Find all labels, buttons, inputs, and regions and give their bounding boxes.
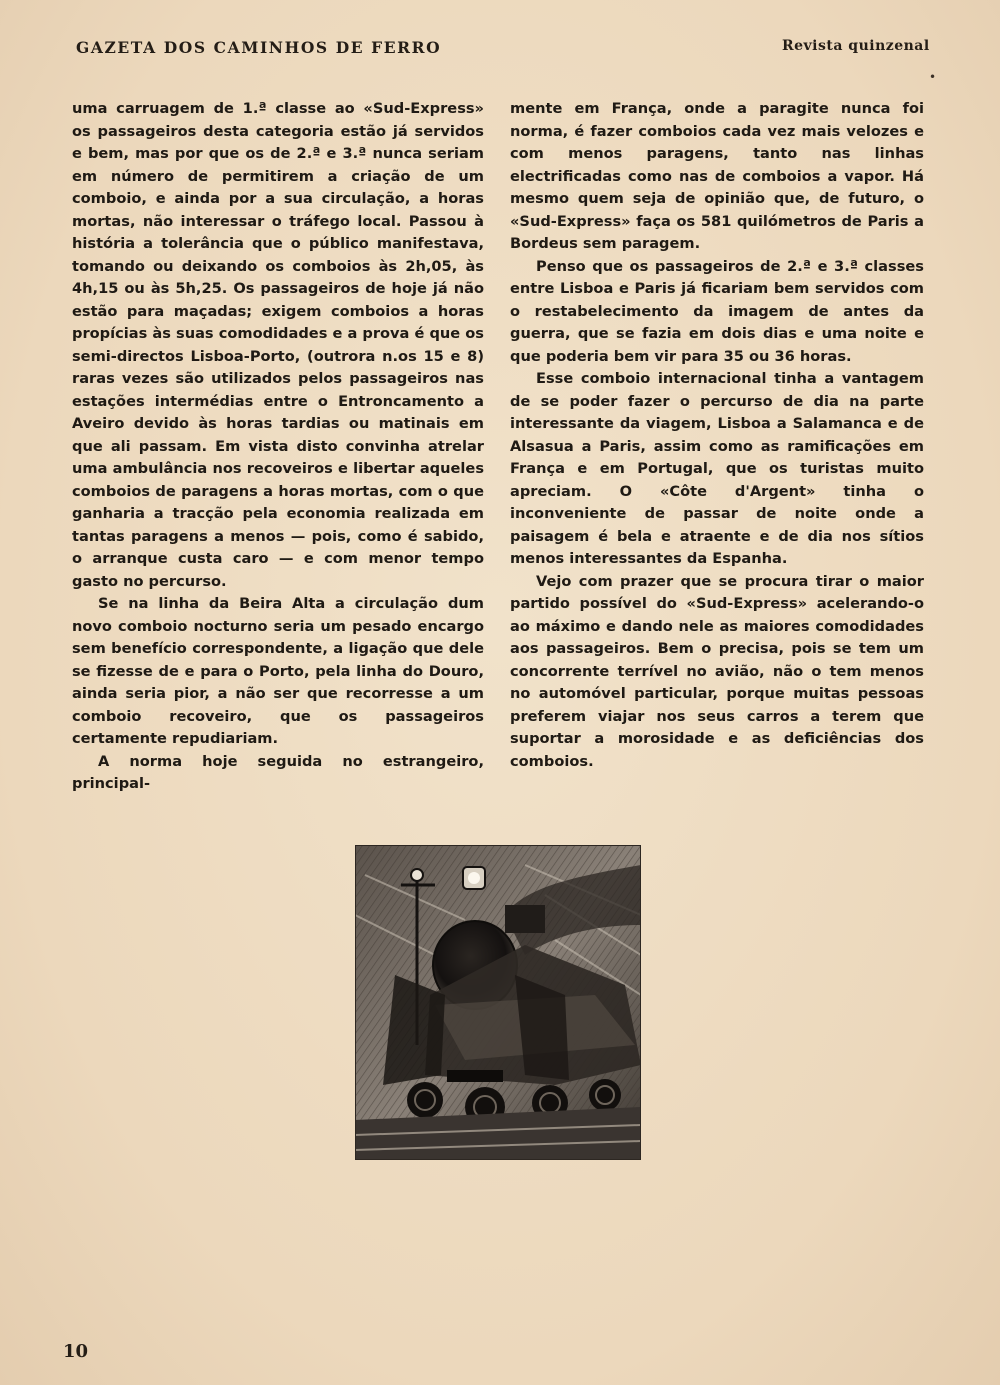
magazine-subtitle: Revista quinzenal — [782, 38, 930, 54]
magazine-title: GAZETA DOS CAMINHOS DE FERRO — [76, 38, 442, 57]
left-column — [72, 98, 484, 796]
left-paragraph-2: Se na linha da Beira Alta a circulação dum novo comboio nocturno seria um pesado encargo sem benefício correspondente, a ligação que dele se fizesse de e para o Porto, pela linha do Douro, ainda seria pior, a não ser que recorresse a um comboio recoveiro, que os passageiros certamente repudiariam. — [72, 595, 484, 747]
right-paragraph-3: Esse comboio internacional tinha a vantagem de se poder fazer o percurso de dia na parte interessante da viagem, Lisboa a Salamanca e de Alsasua a Paris, assim como as ramificações em França e em Portugal, que os turistas muito apreciam. O «Côte d'Argent» tinha o inconveniente de passar de noite onde a paisagem é bela e atraente e de dia nos sítios menos interessantes da Espanha. — [510, 370, 924, 567]
left-paragraph-1: uma carruagem de 1.ª classe ao «Sud-Express» os passageiros desta categoria estão já servidos e bem, mas por que os de 2.ª e 3.ª nunca seriam em número de permitirem a criação de um comboio, e ainda por a sua circulação, a horas mortas, não interessar o tráfego local. Passou à história a tolerância que o público manifestava, tomando ou deixando os comboios às 2h,05, às 4h,15 ou às 5h,25. Os passageiros de hoje já não estão para maçadas; exigem comboios a horas propícias às suas comodidades e a prova é que os semi-directos Lisboa-Porto, (outrora n.os 15 e 8) raras vezes são utilizados pelos passageiros nas estações intermédias entre o Entroncamento a Aveiro devido às horas tardias ou matinais em que ali passam. Em vista disto convinha atrelar uma ambulância nos recoveiros e libertar aqueles comboios de paragens a horas mortas, com o que ganharia a tracção pela economia realizada em tantas paragens a menos — pois, como é sabido, o arranque custa caro — e com menor tempo gasto no percurso. — [72, 100, 484, 590]
right-paragraph-4: Vejo com prazer que se procura tirar o maior partido possível do «Sud-Express» acelerando-o ao máximo e dando nele as maiores comodidades aos passageiros. Bem o precisa, pois se tem um concorrente terrível no avião, não o tem menos no automóvel particular, porque muitas pessoas preferem viajar nos seus carros a terem que suportar a morosidade e as deficiências dos comboios. — [510, 572, 924, 770]
page-number: 10 — [63, 1341, 89, 1362]
margin-mark: • — [929, 70, 937, 84]
locomotive-illustration — [355, 845, 641, 1160]
left-paragraph-3: A norma hoje seguida no estrangeiro, principal- — [72, 752, 484, 792]
right-column — [510, 98, 924, 773]
right-paragraph-2: Penso que os passageiros de 2.ª e 3.ª classes entre Lisboa e Paris já ficariam bem servidos com o restabelecimento da imagem de antes da guerra, que se fazia em dois dias e uma noite e que poderia bem vir para 35 ou 36 horas. — [510, 257, 924, 365]
locomotive-drawing — [355, 845, 641, 1160]
right-paragraph-1: mente em França, onde a paragite nunca foi norma, é fazer comboios cada vez mais velozes e com menos paragens, tanto nas linhas electrificadas como nas de comboios a vapor. Há mesmo quem seja de opinião que, de futuro, o «Sud-Express» faça os 581 quilómetros de Paris a Bordeus sem paragem. — [510, 100, 924, 252]
